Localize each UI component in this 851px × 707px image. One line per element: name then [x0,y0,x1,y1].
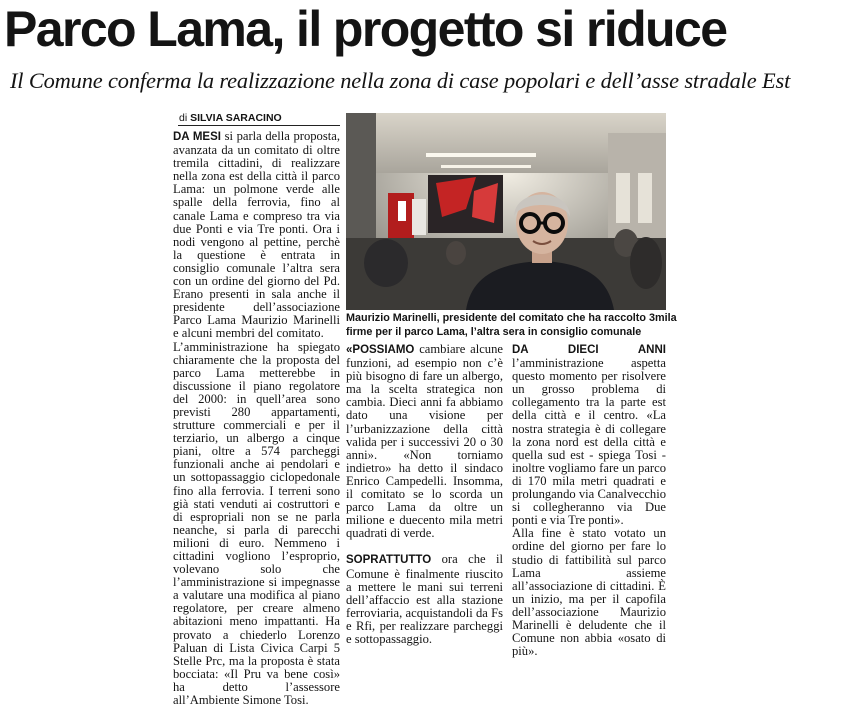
column1-paragraph-2: L’amministrazione ha spiegato chiaramente che la proposta del parco Lama metterebbe in discussione il piano regolatore del 2000: in quell’area sono previsti 280 appartamenti, strutture commerciali e per il terziario, un albergo a cinque piani, oltre a 574 parcheggi funzionali anche ai pendolari e un sottopassaggio ciclopedonale fino alla ferrovia. I terreni sono già stati venduti ai costruttori e di espropriali non se ne parla neanche, si parla di parecchi milioni di euro. Nemmeno i cittadini vogliono l’esproprio, volevano solo che l’amministrazione si impegnasse a valutare una modifica al piano regolatore, per creare almeno abitazioni meno impattanti. Ha provato a chiederlo Lorenzo Paluan di Lista Civica Carpi 5 Stelle Prc, ma la proposta è stata bocciata: «Il Pru va bene così» ha detto l’assessore all’Ambiente Simone Tosi. [173,341,340,707]
byline-prefix: di [179,112,187,124]
byline [179,111,339,125]
column2-paragraph-1 [346,343,503,540]
byline-rule [178,125,340,126]
column2-paragraph-2-text: ora che il Comune è finalmente riuscito a mettere le mani sui terreni dell’affaccio est alla stazione ferroviaria, acquistandoli da Fs e Rfi, per realizzare parcheggi e sottopassaggio. [346,552,503,646]
headline: Parco Lama, il progetto si riduce [4,0,849,60]
photo-caption-line-2: firme per il parco Lama, l’altra sera in consiglio comunale [346,326,670,340]
column1-lead: DA MESI [173,131,221,143]
column1-paragraph-1 [173,130,340,341]
article-column-1 [173,130,340,707]
column3-paragraph-2: Alla fine è stato votato un ordine del giorno per fare lo studio di fattibilità sul parco Lama assieme all’associazione di cittadini. È un inizio, ma per il capofila dell’associazione Maurizio Marinelli è deludente che il Comune non abbia «osato di più». [512,527,666,658]
column3-lead: DA DIECI ANNI [512,344,666,356]
subheadline: Il Comune conferma la realizzazione nella zona di case popolari e dell’asse stradale Est [10,66,850,96]
column1-paragraph-1-text: si parla della proposta, avanzata da un comitato di oltre tremila cittadini, di realizzare nella zona est della città il parco Lama: un polmone verde alle spalle della ferrovia, fino al canale Lama e compreso tra via due Ponti e via Tre ponti. Ora i nodi vengono al pettine, perchè la questione è entrata in consiglio comunale l’altra sera con un ordine del giorno del Pd. Erano presenti in sala anche il presidente dell’associazione Parco Lama Maurizio Marinelli e alcuni membri del comitato. [173,129,340,340]
column2-lead-1: «POSSIAMO [346,344,414,356]
photo-image [346,113,666,310]
byline-author: SILVIA SARACINO [190,112,282,124]
photo-caption-line-1: Maurizio Marinelli, presidente del comitato che ha raccolto 3mila [346,312,670,326]
article-column-3 [512,343,666,658]
article-photo [346,113,666,310]
column3-paragraph-1-text: l’amministrazione aspetta questo momento per risolvere un grosso problema di collegamento tra la parte est della città e il centro. «La nostra strategia è di collegare la zona nord est della città e quella sud est - spiega Tosi - inoltre vogliamo fare un parco di 170 mila metri quadrati e prolungando via Canalvecchio si collegheranno via Due ponti e via Tre ponti». [512,356,666,527]
column2-lead-2: SOPRATTUTTO [346,554,431,566]
column2-paragraph-2 [346,553,503,646]
column3-paragraph-1 [512,343,666,527]
article-column-2 [346,343,503,646]
column2-paragraph-1-text: cambiare alcune funzioni, ad esempio non c’è più bisogno di fare un albergo, ma la scelta strategica non cambia. Dieci anni fa abbiamo dato una visione per l’urbanizzazione della città valida per i successivi 20 o 30 anni». «Non torniamo indietro» ha detto il sindaco Enrico Campedelli. Insomma, il comitato se lo scorda un parco Lama da oltre un milione e duecento mila metri quadrati di verde. [346,342,503,540]
photo-caption [346,312,670,339]
